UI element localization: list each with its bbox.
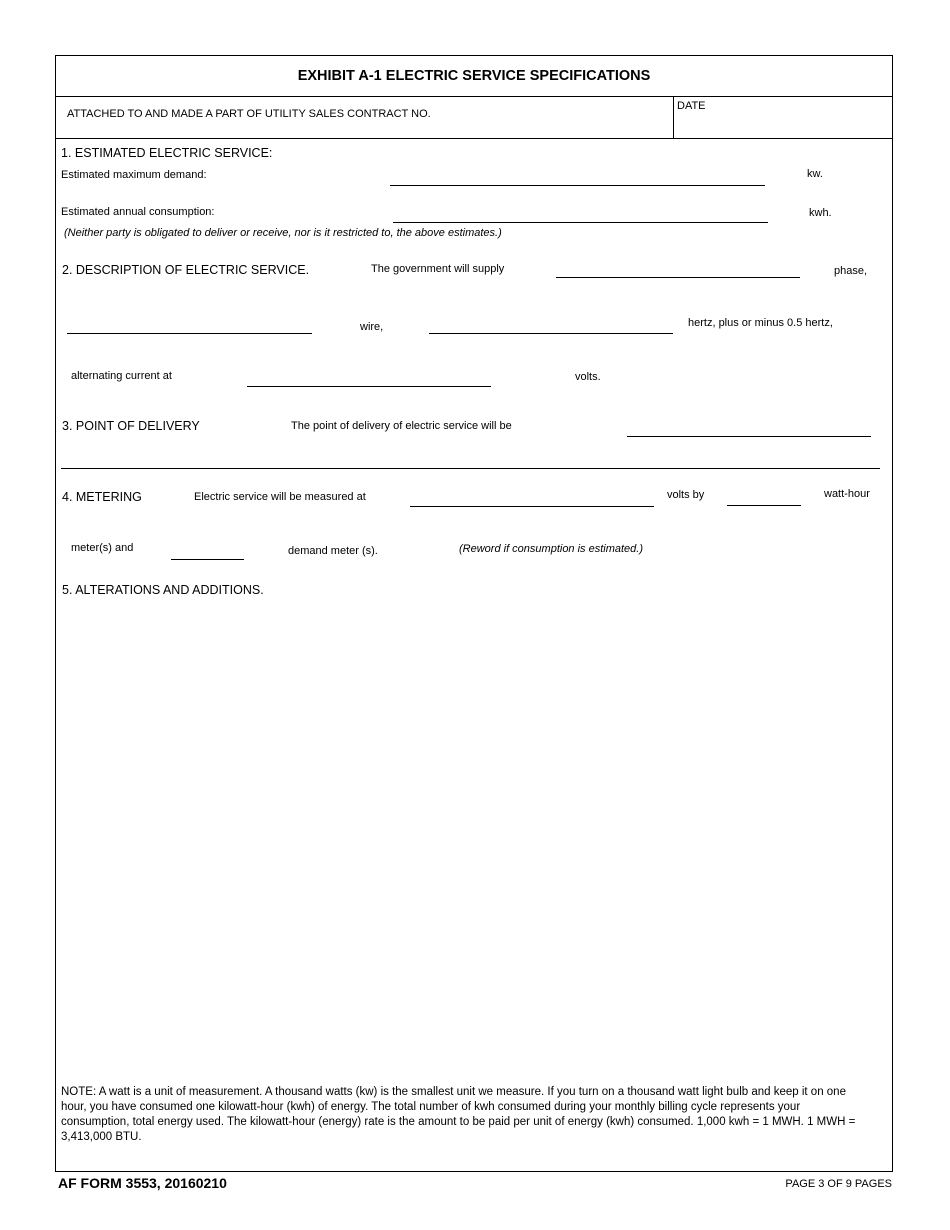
energy-note: NOTE: A watt is a unit of measurement. A thousand watts (kw) is the smallest unit we measure. If you turn on a thousand watt light bulb and keep it on one hour, you have consumed one kilowatt-hour (kwh) of energy. The total number of kwh consumed during your monthly billing cycle represents your consumption, total energy used. The kilowatt-hour (energy) rate is the amount to be paid per unit of energy (kwh) consumed. 1,000 kwh = 1 MWH. 1 MWH = 3,413,000 BTU. xyxy=(61,1086,856,1143)
delivery-label: The point of delivery of electric service will be xyxy=(291,420,512,432)
title-divider xyxy=(55,96,893,97)
measured-label: Electric service will be measured at xyxy=(194,491,366,503)
metering-volts-input[interactable] xyxy=(410,493,654,507)
phase-label: phase, xyxy=(834,265,868,277)
watt-hour-meter-count-input[interactable] xyxy=(727,492,801,506)
delivery-point-input[interactable] xyxy=(627,423,871,437)
section2-heading: 2. DESCRIPTION OF ELECTRIC SERVICE. xyxy=(62,263,310,277)
form-identifier: AF FORM 3553, 20160210 xyxy=(58,1175,227,1191)
meters-and-label: meter(s) and xyxy=(71,542,134,554)
annual-consumption-label: Estimated annual consumption: xyxy=(61,206,215,218)
volts-input[interactable] xyxy=(247,373,491,387)
hertz-input[interactable] xyxy=(429,320,673,334)
section4-heading: 4. METERING xyxy=(62,490,142,504)
delivery-point-continued-input[interactable] xyxy=(61,455,880,469)
section5-heading: 5. ALTERATIONS AND ADDITIONS. xyxy=(62,583,264,597)
section1-heading: 1. ESTIMATED ELECTRIC SERVICE: xyxy=(61,146,273,160)
supply-label: The government will supply xyxy=(371,263,505,275)
wire-input[interactable] xyxy=(67,320,312,334)
estimates-disclaimer: (Neither party is obligated to deliver or receive, nor is it restricted to, the above estimates.) xyxy=(64,227,502,239)
demand-meter-count-input[interactable] xyxy=(171,546,244,560)
demand-meter-label: demand meter (s). xyxy=(288,545,378,557)
contract-number-input[interactable] xyxy=(440,107,660,121)
ac-label: alternating current at xyxy=(71,370,172,382)
annual-consumption-input[interactable] xyxy=(393,209,768,223)
phase-input[interactable] xyxy=(556,264,800,278)
max-demand-unit: kw. xyxy=(807,168,823,180)
reword-note: (Reword if consumption is estimated.) xyxy=(459,543,644,555)
attached-label: ATTACHED TO AND MADE A PART OF UTILITY SALES CONTRACT NO. xyxy=(67,108,431,120)
max-demand-input[interactable] xyxy=(390,172,765,186)
volts-by-label: volts by xyxy=(667,489,705,501)
date-input[interactable] xyxy=(680,116,885,130)
hertz-label: hertz, plus or minus 0.5 hertz, xyxy=(688,317,833,329)
date-label: DATE xyxy=(677,100,706,112)
annual-consumption-unit: kwh. xyxy=(809,207,832,219)
page-indicator: PAGE 3 OF 9 PAGES xyxy=(785,1178,892,1190)
volts-label: volts. xyxy=(575,371,601,383)
wire-label: wire, xyxy=(360,321,384,333)
max-demand-label: Estimated maximum demand: xyxy=(61,169,207,181)
contract-row-divider xyxy=(55,138,893,139)
watt-hour-label: watt-hour xyxy=(824,488,870,500)
date-divider xyxy=(673,96,674,138)
form-title: EXHIBIT A-1 ELECTRIC SERVICE SPECIFICATIONS xyxy=(297,68,651,84)
section3-heading: 3. POINT OF DELIVERY xyxy=(62,419,200,433)
alterations-textarea[interactable] xyxy=(61,603,891,1077)
